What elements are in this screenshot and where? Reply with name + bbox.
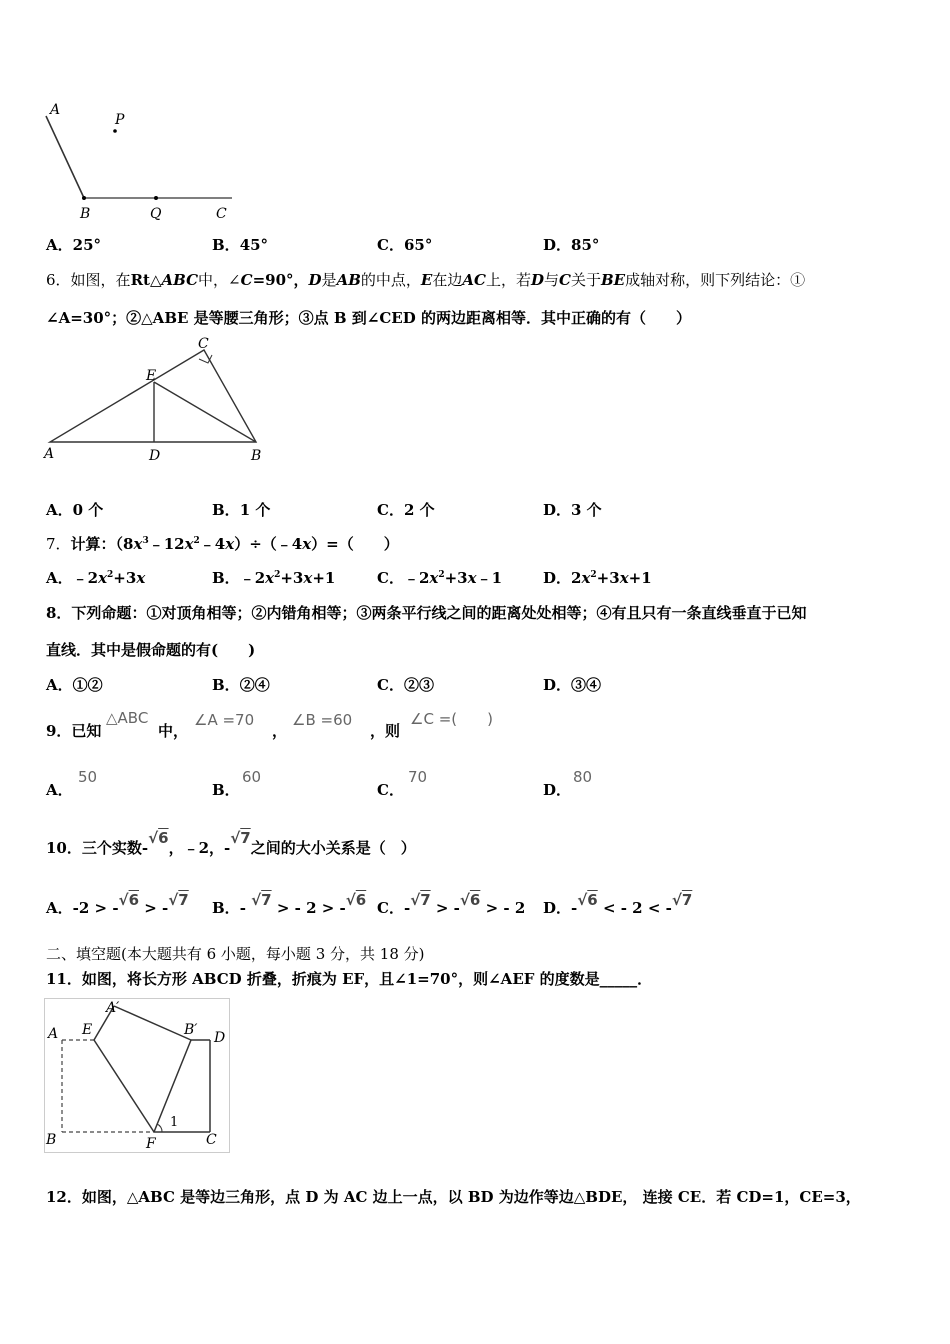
fig11-label-c: C <box>206 1132 217 1148</box>
q5-option-b[interactable]: B．45° <box>212 236 269 254</box>
q11-question: 11．如图，将长方形 ABCD 折叠，折痕为 EF，且∠1=70°，则∠AEF 的度数是_____． <box>46 970 653 988</box>
q7-question: 7．计算：$(8x^3﹣12x^2﹣4x)\div(﹣4x)=$（ ） <box>46 535 399 553</box>
q5-option-a[interactable]: A．25° <box>46 236 102 254</box>
q7-option-b[interactable]: B．$﹣2x^2+3x+1$ <box>212 569 336 587</box>
q5-option-d[interactable]: D．85° <box>543 236 600 254</box>
section-2-heading: 二、填空题(本大题共有 6 小题，每小题 3 分，共 18 分) <box>46 945 425 963</box>
fig6-label-e: E <box>146 368 157 384</box>
fig5-label-p: P <box>115 112 125 128</box>
fig11-label-f: F <box>146 1136 156 1152</box>
q10-option-d[interactable]: D．-√6 < - 2 < -√7 <box>543 891 693 917</box>
q6-option-a[interactable]: A．0 个 <box>46 501 104 519</box>
q9-question-num: 9．已知 <box>46 722 102 740</box>
q9-comma2: ，则 <box>370 722 401 740</box>
q6-option-d[interactable]: D．3 个 <box>543 501 602 519</box>
q9-option-c-value: 70 <box>408 768 428 786</box>
q6-option-c[interactable]: C．2 个 <box>377 501 435 519</box>
fig11-label-b: B <box>46 1132 57 1148</box>
q8-option-a[interactable]: A．①② <box>46 676 103 694</box>
q8-option-b[interactable]: B．②④ <box>212 676 270 694</box>
q12-question: 12．如图，△ABC 是等边三角形，点 D 为 AC 边上一点，以 BD 为边作等边△BDE， 连接 CE．若 CD=1，CE=3， <box>46 1188 861 1206</box>
fig6-label-b: B <box>251 448 262 464</box>
q7-option-a[interactable]: A．$﹣2x^2+3x$ <box>46 569 146 587</box>
q6-option-b[interactable]: B．1 个 <box>212 501 271 519</box>
q10-option-c[interactable]: C．-√7 > -√6 > - 2 <box>377 891 526 917</box>
q10-option-a[interactable]: A．-2 > -√6 > -√7 <box>46 891 189 917</box>
q9-option-d-value: 80 <box>573 768 593 786</box>
q9-angle-a: ∠A =70 <box>194 711 255 729</box>
q9-option-d[interactable]: D． <box>543 781 572 799</box>
q9-option-a-value: 50 <box>78 768 98 786</box>
q6-question-line1: 6．如图，在Rt△ABC中，∠C=90°，D是AB的中点，E在边AC上，若D与C关于BE成轴对称，则下列结论：① <box>46 271 806 289</box>
q11-answer-blank[interactable]: _____ <box>599 970 638 988</box>
q9-option-a[interactable]: A． <box>46 781 73 799</box>
fig5-label-q: Q <box>150 206 162 222</box>
q9-option-b-value: 60 <box>242 768 262 786</box>
fig11-label-b-prime: B′ <box>184 1022 198 1038</box>
q10-option-b[interactable]: B．- √7 > - 2 > -√6 <box>212 891 367 917</box>
q9-angle-c: ∠C =( ) <box>410 710 493 728</box>
q5-option-c[interactable]: C．65° <box>377 236 433 254</box>
fig5-label-c: C <box>216 206 227 222</box>
fig11-label-d: D <box>214 1030 226 1046</box>
q6-figure <box>38 332 278 467</box>
fig6-label-d: D <box>149 448 161 464</box>
fig5-label-a: A <box>50 102 61 118</box>
fig6-label-a: A <box>44 446 55 462</box>
q9-angle-b: ∠B =60 <box>292 711 353 729</box>
fig11-label-e: E <box>82 1022 93 1038</box>
q8-question-line2: 直线．其中是假命题的有( ) <box>46 641 256 659</box>
q5-figure <box>38 98 248 228</box>
q11-figure <box>44 998 230 1153</box>
q9-zhong: 中， <box>158 722 189 740</box>
q9-comma1: ， <box>272 722 288 740</box>
fig11-label-a-prime: A′ <box>106 1000 120 1016</box>
q9-triangle-abc: △ABC <box>106 709 149 727</box>
fig11-angle-1: 1 <box>170 1115 179 1130</box>
q9-option-b[interactable]: B． <box>212 781 240 799</box>
q10-question: 10．三个实数-√6，﹣2，-√7之间的大小关系是（ ） <box>46 829 416 857</box>
q8-option-d[interactable]: D．③④ <box>543 676 602 694</box>
q7-option-c[interactable]: C．$﹣2x^2+3x﹣1$ <box>377 569 503 587</box>
q8-option-c[interactable]: C．②③ <box>377 676 434 694</box>
fig11-label-a: A <box>48 1026 59 1042</box>
fig6-label-c: C <box>198 336 209 352</box>
q6-question-line2: ∠A=30°；②△ABE 是等腰三角形；③点 B 到∠CED 的两边距离相等．其中正确的有（ ） <box>46 309 691 327</box>
q7-option-d[interactable]: D．$2x^2+3x+1$ <box>543 569 652 587</box>
q8-question-line1: 8．下列命题：①对顶角相等；②内错角相等；③两条平行线之间的距离处处相等；④有且只有一条直线垂直于已知 <box>46 604 807 622</box>
q9-option-c[interactable]: C． <box>377 781 404 799</box>
fig5-label-b: B <box>80 206 91 222</box>
